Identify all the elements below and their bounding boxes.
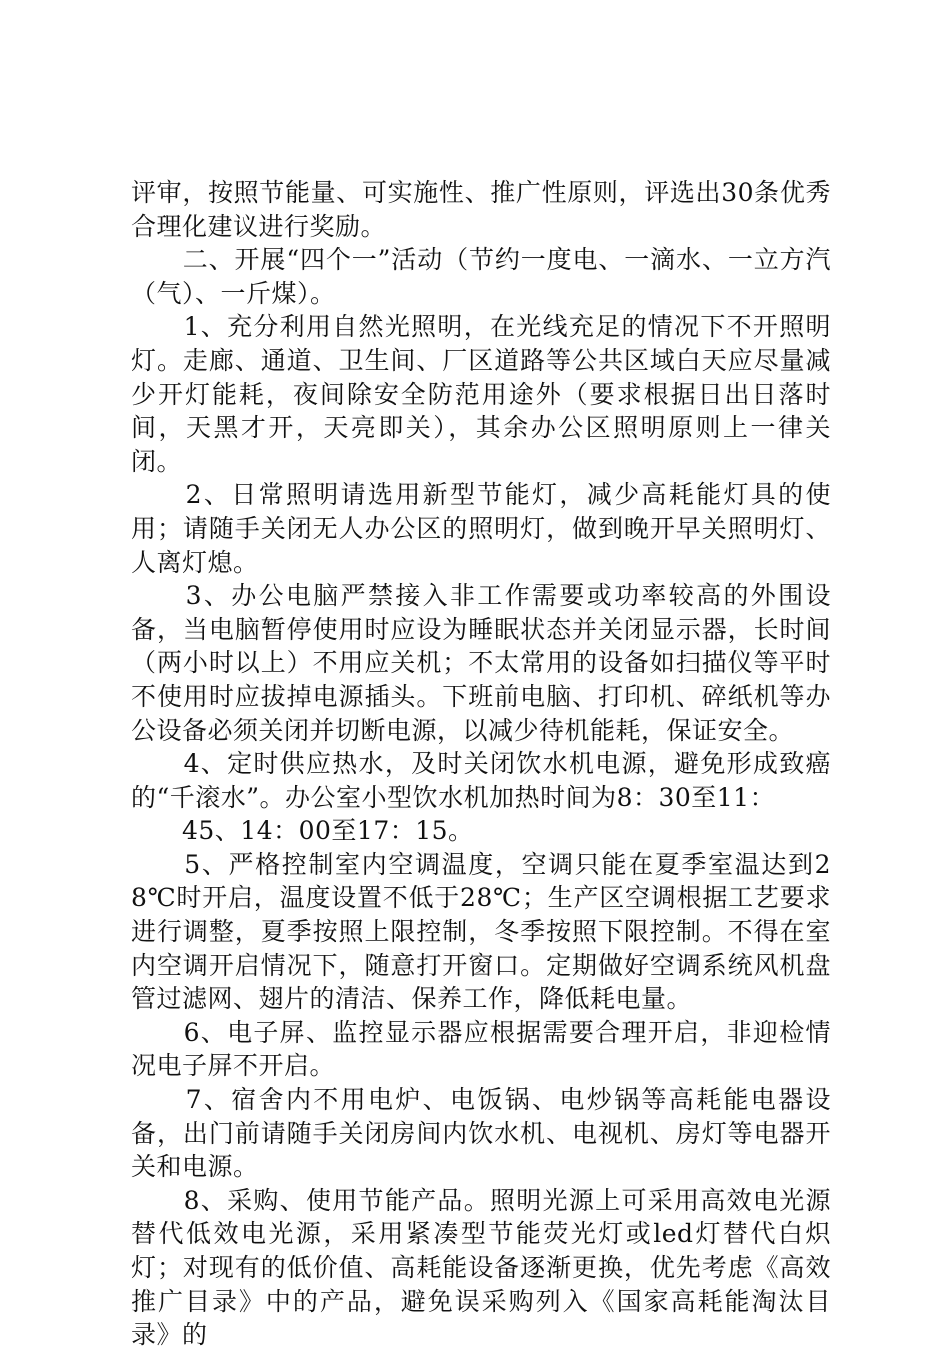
paragraph-item-1: 1、充分利用自然光照明，在光线充足的情况下不开照明灯。走廊、通道、卫生间、厂区道路等公共区域白天应尽量减少开灯能耗，夜间除安全防范用途外（要求根据日出日落时间，天黑才开，天亮即关），其余办公区照明原则上一律关闭。 <box>131 312 831 476</box>
document-body <box>131 176 831 1352</box>
paragraph-item-7: 7、宿舍内不用电炉、电饭锅、电炒锅等高耗能电器设备，出门前请随手关闭房间内饮水机、电视机、房灯等电器开关和电源。 <box>131 1085 831 1182</box>
paragraph-item-2: 2、日常照明请选用新型节能灯，减少高耗能灯具的使用；请随手关闭无人办公区的照明灯，做到晚开早关照明灯、人离灯熄。 <box>131 480 831 577</box>
paragraph-item-6: 6、电子屏、监控显示器应根据需要合理开启，非迎检情况电子屏不开启。 <box>131 1017 831 1081</box>
paragraph-item-4-continued: 45、14：00至17：15。 <box>131 816 474 846</box>
paragraph-item-4: 4、定时供应热水，及时关闭饮水机电源，避免形成致癌的“千滚水”。办公室小型饮水机加热时间为8：30至11： <box>131 749 831 812</box>
paragraph-item-5: 5、严格控制室内空调温度，空调只能在夏季室温达到28℃时开启，温度设置不低于28℃；生产区空调根据工艺要求进行调整，夏季按照上限控制，冬季按照下限控制。不得在室内空调开启情况下，随意打开窗口。定期做好空调系统风机盘管过滤网、翅片的清洁、保养工作，降低耗电量。 <box>131 849 831 1014</box>
paragraph-item-8: 8、采购、使用节能产品。照明光源上可采用高效电光源替代低效电光源，采用紧凑型节能荧光灯或led灯替代白炽灯；对现有的低价值、高耗能设备逐渐更换，优先考虑《高效推广目录》中的产品，避免误采购列入《国家高耗能淘汰目录》的 <box>131 1185 831 1350</box>
paragraph-section-two-heading: 二、开展“四个一”活动（节约一度电、一滴水、一立方汽（气）、一斤煤）。 <box>131 245 831 308</box>
paragraph-item-3: 3、办公电脑严禁接入非工作需要或功率较高的外围设备，当电脑暂停使用时应设为睡眠状态并关闭显示器，长时间（两小时以上）不用应关机；不太常用的设备如扫描仪等平时不使用时应拔掉电源插头。下班前电脑、打印机、碎纸机等办公设备必须关闭并切断电源，以减少待机能耗，保证安全。 <box>131 581 831 745</box>
paragraph-review: 评审，按照节能量、可实施性、推广性原则，评选出30条优秀合理化建议进行奖励。 <box>131 178 831 241</box>
